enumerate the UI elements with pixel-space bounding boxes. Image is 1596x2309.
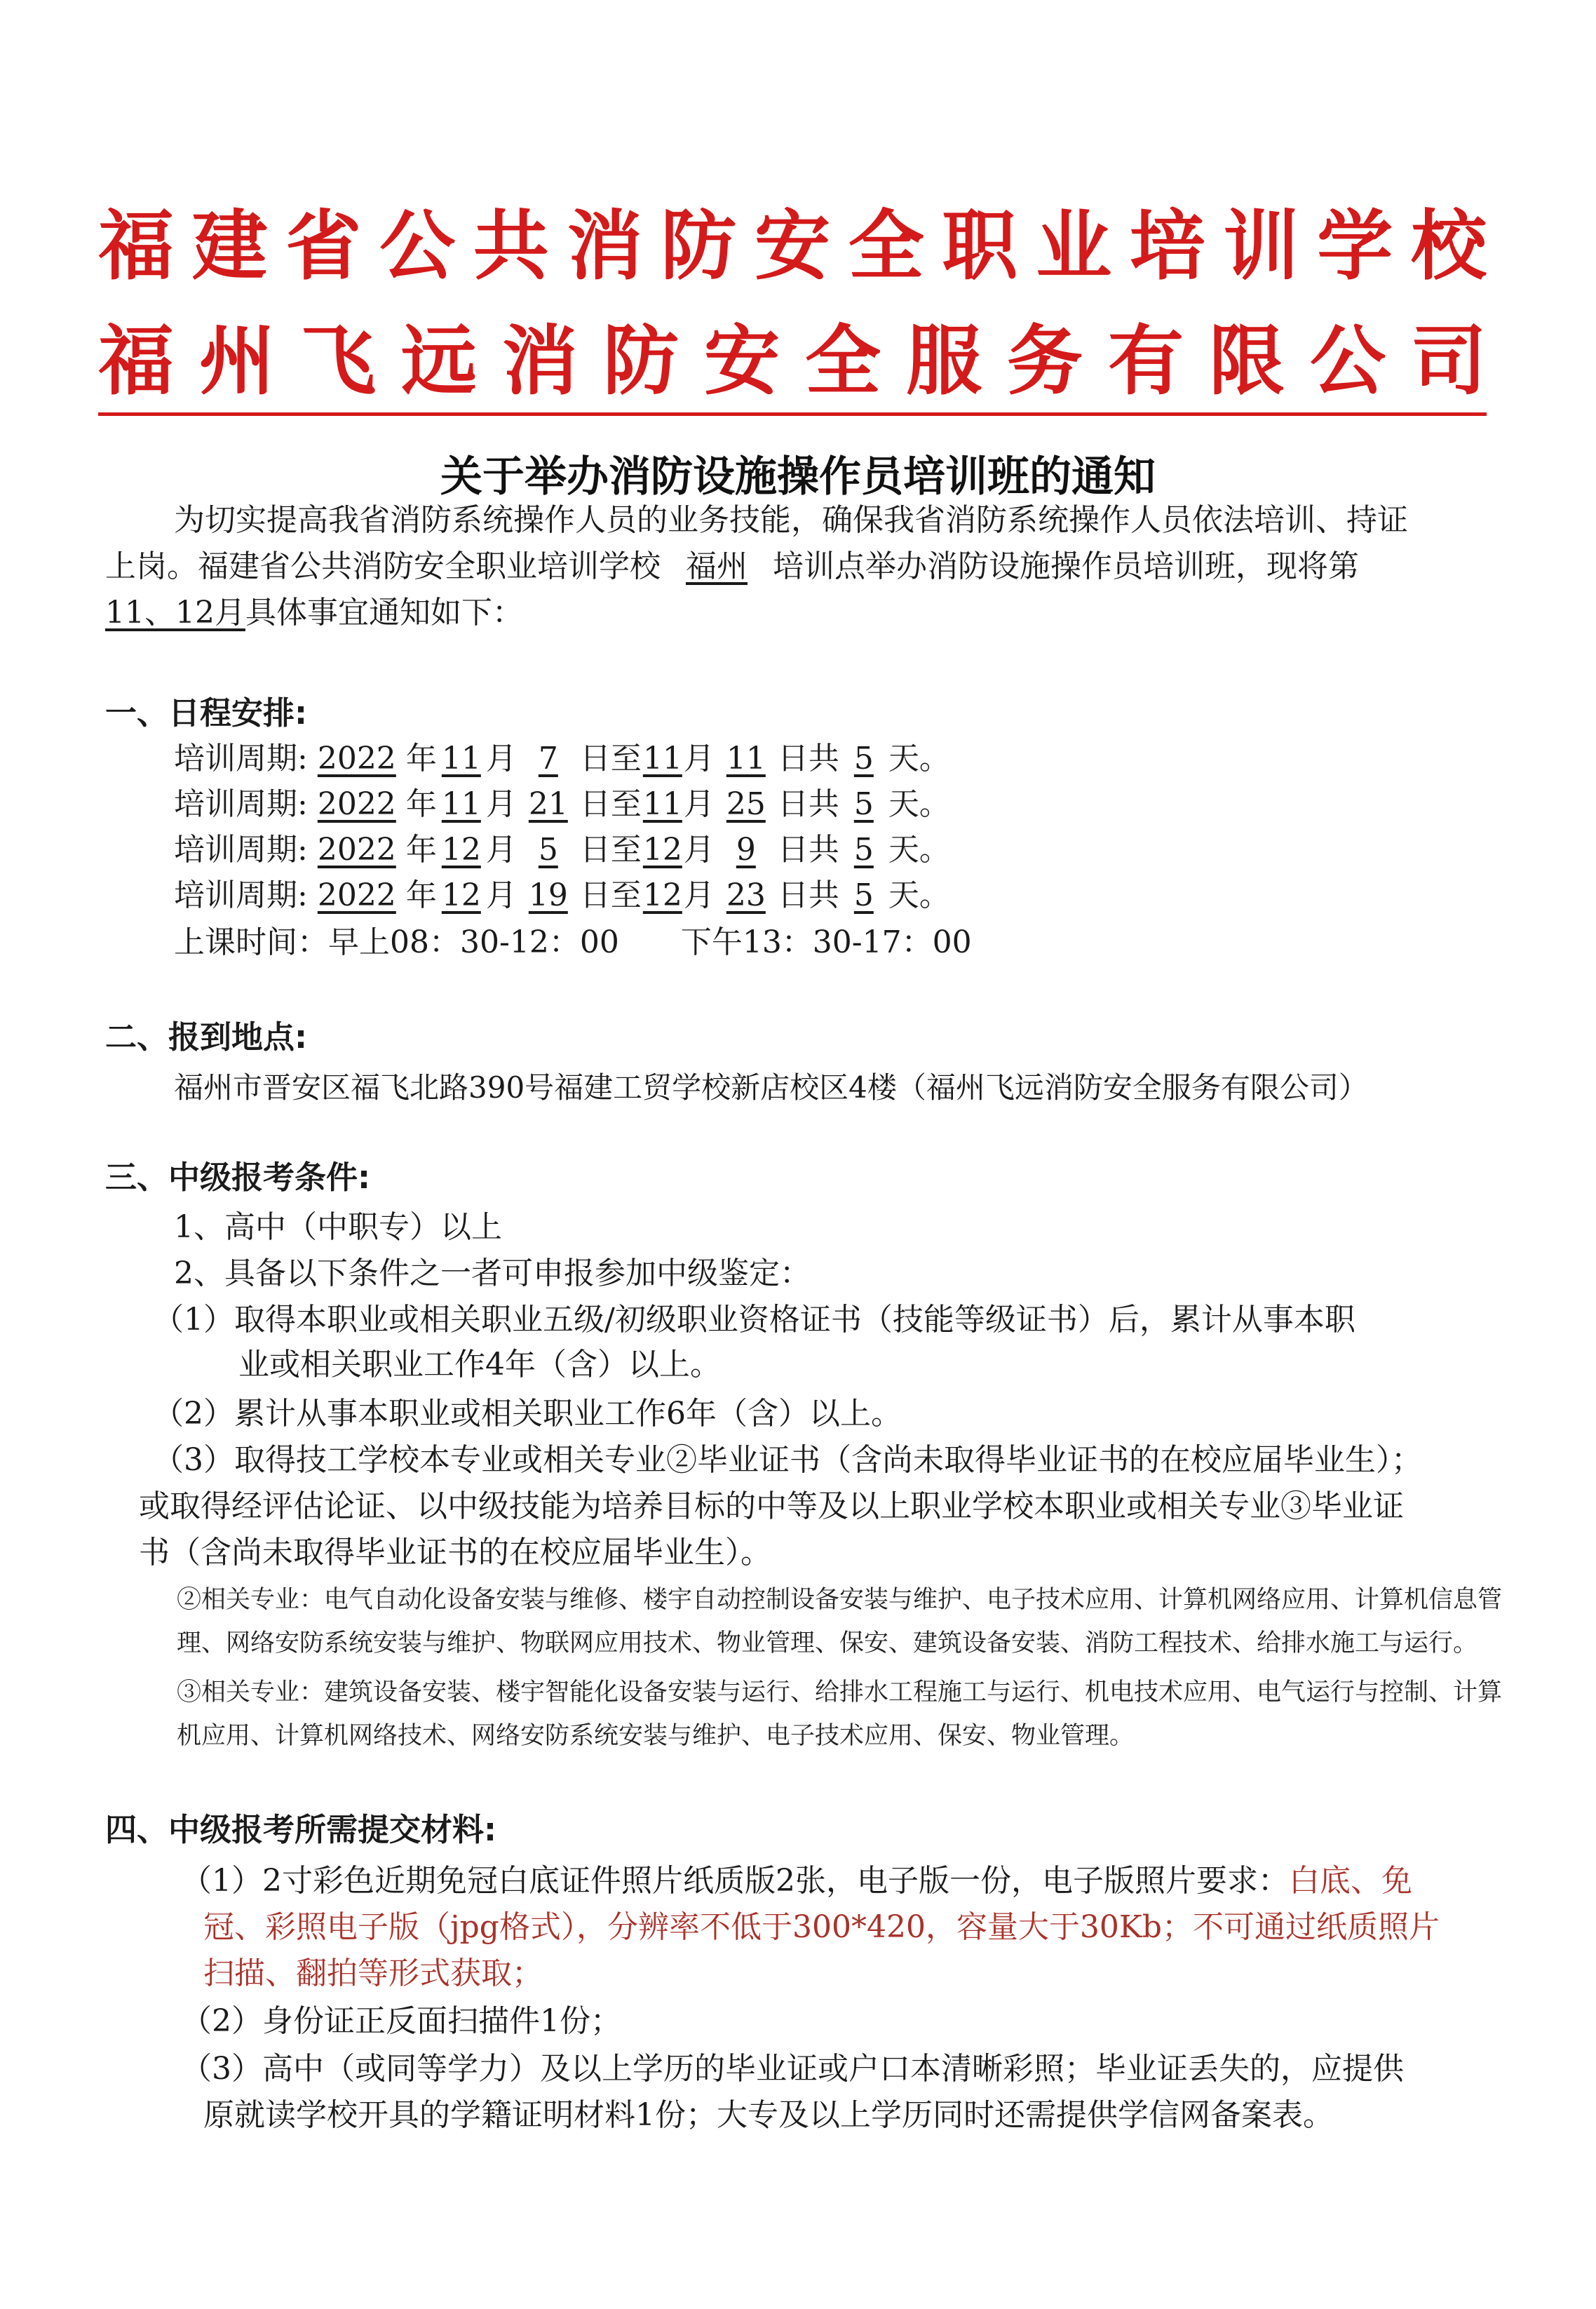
period-start-month: 11	[441, 741, 481, 776]
condition-item-1: 1、高中（中职专）以上	[174, 1209, 502, 1245]
section-conditions-heading: 三、中级报考条件:	[105, 1159, 370, 1196]
schedule-row	[174, 741, 950, 778]
period-end-day: 11	[726, 741, 766, 776]
training-months: 11、12月	[105, 595, 245, 631]
periods-label: 培训周期:	[174, 832, 308, 868]
material-2: （2）身份证正反面扫描件1份；	[181, 2003, 621, 2039]
period-end-day: 23	[726, 877, 766, 913]
month-unit: 月	[683, 786, 715, 822]
intro-line-3-b: 具体事宜通知如下：	[245, 595, 523, 631]
day-total: 日共	[777, 877, 839, 913]
period-days: 5	[853, 786, 874, 822]
condition-item-2: 2、具备以下条件之一者可申报参加中级鉴定：	[174, 1256, 811, 1291]
section-schedule-heading: 一、日程安排:	[105, 694, 307, 732]
material-3-line-2: 原就读学校开具的学籍证明材料1份；大专及以上学历同时还需提供学信网备案表。	[203, 2097, 1334, 2133]
day-total: 日共	[777, 832, 839, 868]
condition-1-line-1: （1）取得本职业或相关职业五级/初级职业资格证书（技能等级证书）后，累计从事本职	[153, 1302, 1355, 1338]
day-total: 日共	[777, 786, 839, 822]
report-address: 福州市晋安区福飞北路390号福建工贸学校新店校区4楼（福州飞远消防安全服务有限公司）	[174, 1070, 1368, 1105]
days-unit: 天。	[888, 741, 950, 776]
year-unit: 年	[405, 832, 437, 868]
period-start-day: 7	[538, 741, 558, 776]
section-location-heading: 二、报到地点:	[105, 1018, 307, 1056]
period-end-month: 12	[642, 877, 682, 913]
period-start-day: 19	[528, 877, 568, 913]
month-unit: 月	[683, 832, 715, 868]
day-total: 日共	[777, 741, 839, 776]
period-year: 2022	[317, 741, 396, 776]
condition-2: （2）累计从事本职业或相关职业工作6年（含）以上。	[153, 1396, 902, 1432]
material-1-line-2: 冠、彩照电子版（jpg格式），分辨率不低于300*420，容量大于30Kb；不可通过纸质照片	[203, 1909, 1440, 1945]
class-time: 上课时间：早上08：30-12：00 下午13：30-17：00	[174, 924, 972, 960]
training-city: 福州	[686, 548, 748, 584]
schedule-row	[174, 832, 950, 869]
period-year: 2022	[317, 786, 396, 822]
period-start-month: 12	[441, 832, 481, 868]
year-unit: 年	[405, 786, 437, 822]
days-unit: 天。	[888, 786, 950, 822]
day-to: 日至	[579, 786, 642, 822]
month-unit: 月	[683, 741, 715, 776]
month-unit: 月	[485, 832, 517, 868]
schedule-row	[174, 877, 950, 915]
month-unit: 月	[485, 877, 517, 913]
intro-line-2-a: 上岗。福建省公共消防安全职业培训学校	[105, 548, 661, 584]
material-1-line-1-b: 白底、免	[1288, 1863, 1412, 1899]
period-start-day: 5	[538, 832, 558, 868]
period-days: 5	[853, 877, 874, 913]
material-3-line-1: （3）高中（或同等学力）及以上学历的毕业证或户口本清晰彩照；毕业证丢失的，应提供	[181, 2051, 1404, 2087]
period-start-month: 11	[441, 786, 481, 822]
intro-line-2-b: 培训点举办消防设施操作员培训班，现将第	[773, 548, 1359, 584]
periods-label: 培训周期:	[174, 786, 308, 822]
note-2-line-2: 理、网络安防系统安装与维护、物联网应用技术、物业管理、保安、建筑设备安装、消防工程技术、给排水施工与运行。	[177, 1629, 1478, 1657]
material-1-line-3: 扫描、翻拍等形式获取；	[203, 1955, 543, 1991]
schedule-row	[174, 786, 950, 823]
condition-3-line-3: 书（含尚未取得毕业证书的在校应届毕业生）。	[139, 1535, 771, 1570]
org-name-school: 福建省公共消防安全职业培训学校	[98, 203, 1487, 290]
month-unit: 月	[683, 877, 715, 913]
org-name-company: 福州飞远消防安全服务有限公司	[98, 318, 1487, 405]
notice-title: 关于举办消防设施操作员培训班的通知	[440, 452, 1156, 501]
period-end-day: 25	[726, 786, 766, 822]
days-unit: 天。	[888, 877, 950, 913]
period-year: 2022	[317, 877, 396, 913]
condition-1-line-2: 业或相关职业工作4年（含）以上。	[238, 1347, 721, 1382]
period-end-month: 11	[642, 786, 682, 822]
period-days: 5	[853, 741, 874, 776]
note-3-line-1: ③相关专业：建筑设备安装、楼宇智能化设备安装与运行、给排水工程施工与运行、机电技术应用、电气运行与控制、计算	[177, 1678, 1503, 1706]
period-end-month: 12	[642, 832, 682, 868]
intro-line-2	[105, 548, 1359, 586]
note-2-line-1: ②相关专业：电气自动化设备安装与维修、楼宇自动控制设备安装与维护、电子技术应用、计算机网络应用、计算机信息管	[177, 1586, 1503, 1614]
condition-3-line-1: （3）取得技工学校本专业或相关专业②毕业证书（含尚未取得毕业证书的在校应届毕业生）；	[153, 1442, 1422, 1478]
month-unit: 月	[485, 741, 517, 776]
section-materials-heading: 四、中级报考所需提交材料:	[105, 1811, 496, 1848]
days-unit: 天。	[888, 832, 950, 868]
intro-line-1: 为切实提高我省消防系统操作人员的业务技能，确保我省消防系统操作人员依法培训、持证	[174, 502, 1408, 538]
period-start-month: 12	[441, 877, 481, 913]
period-days: 5	[853, 832, 874, 868]
day-to: 日至	[579, 832, 642, 868]
year-unit: 年	[405, 877, 437, 913]
day-to: 日至	[579, 741, 642, 776]
month-unit: 月	[485, 786, 517, 822]
period-year: 2022	[317, 832, 396, 868]
period-start-day: 21	[528, 786, 568, 822]
day-to: 日至	[579, 877, 642, 913]
intro-line-3	[105, 595, 523, 632]
note-3-line-2: 机应用、计算机网络技术、网络安防系统安装与维护、电子技术应用、保安、物业管理。	[177, 1722, 1135, 1750]
condition-3-line-2: 或取得经评估论证、以中级技能为培养目标的中等及以上职业学校本职业或相关专业③毕业证	[139, 1488, 1404, 1524]
material-1-line-1	[181, 1863, 1412, 1900]
year-unit: 年	[405, 741, 437, 776]
header-divider	[98, 412, 1487, 416]
periods-label: 培训周期:	[174, 741, 308, 776]
material-1-line-1-a: （1）2寸彩色近期免冠白底证件照片纸质版2张，电子版一份，电子版照片要求：	[181, 1863, 1289, 1899]
period-end-month: 11	[642, 741, 682, 776]
period-end-day: 9	[736, 832, 756, 868]
periods-label: 培训周期:	[174, 877, 308, 913]
